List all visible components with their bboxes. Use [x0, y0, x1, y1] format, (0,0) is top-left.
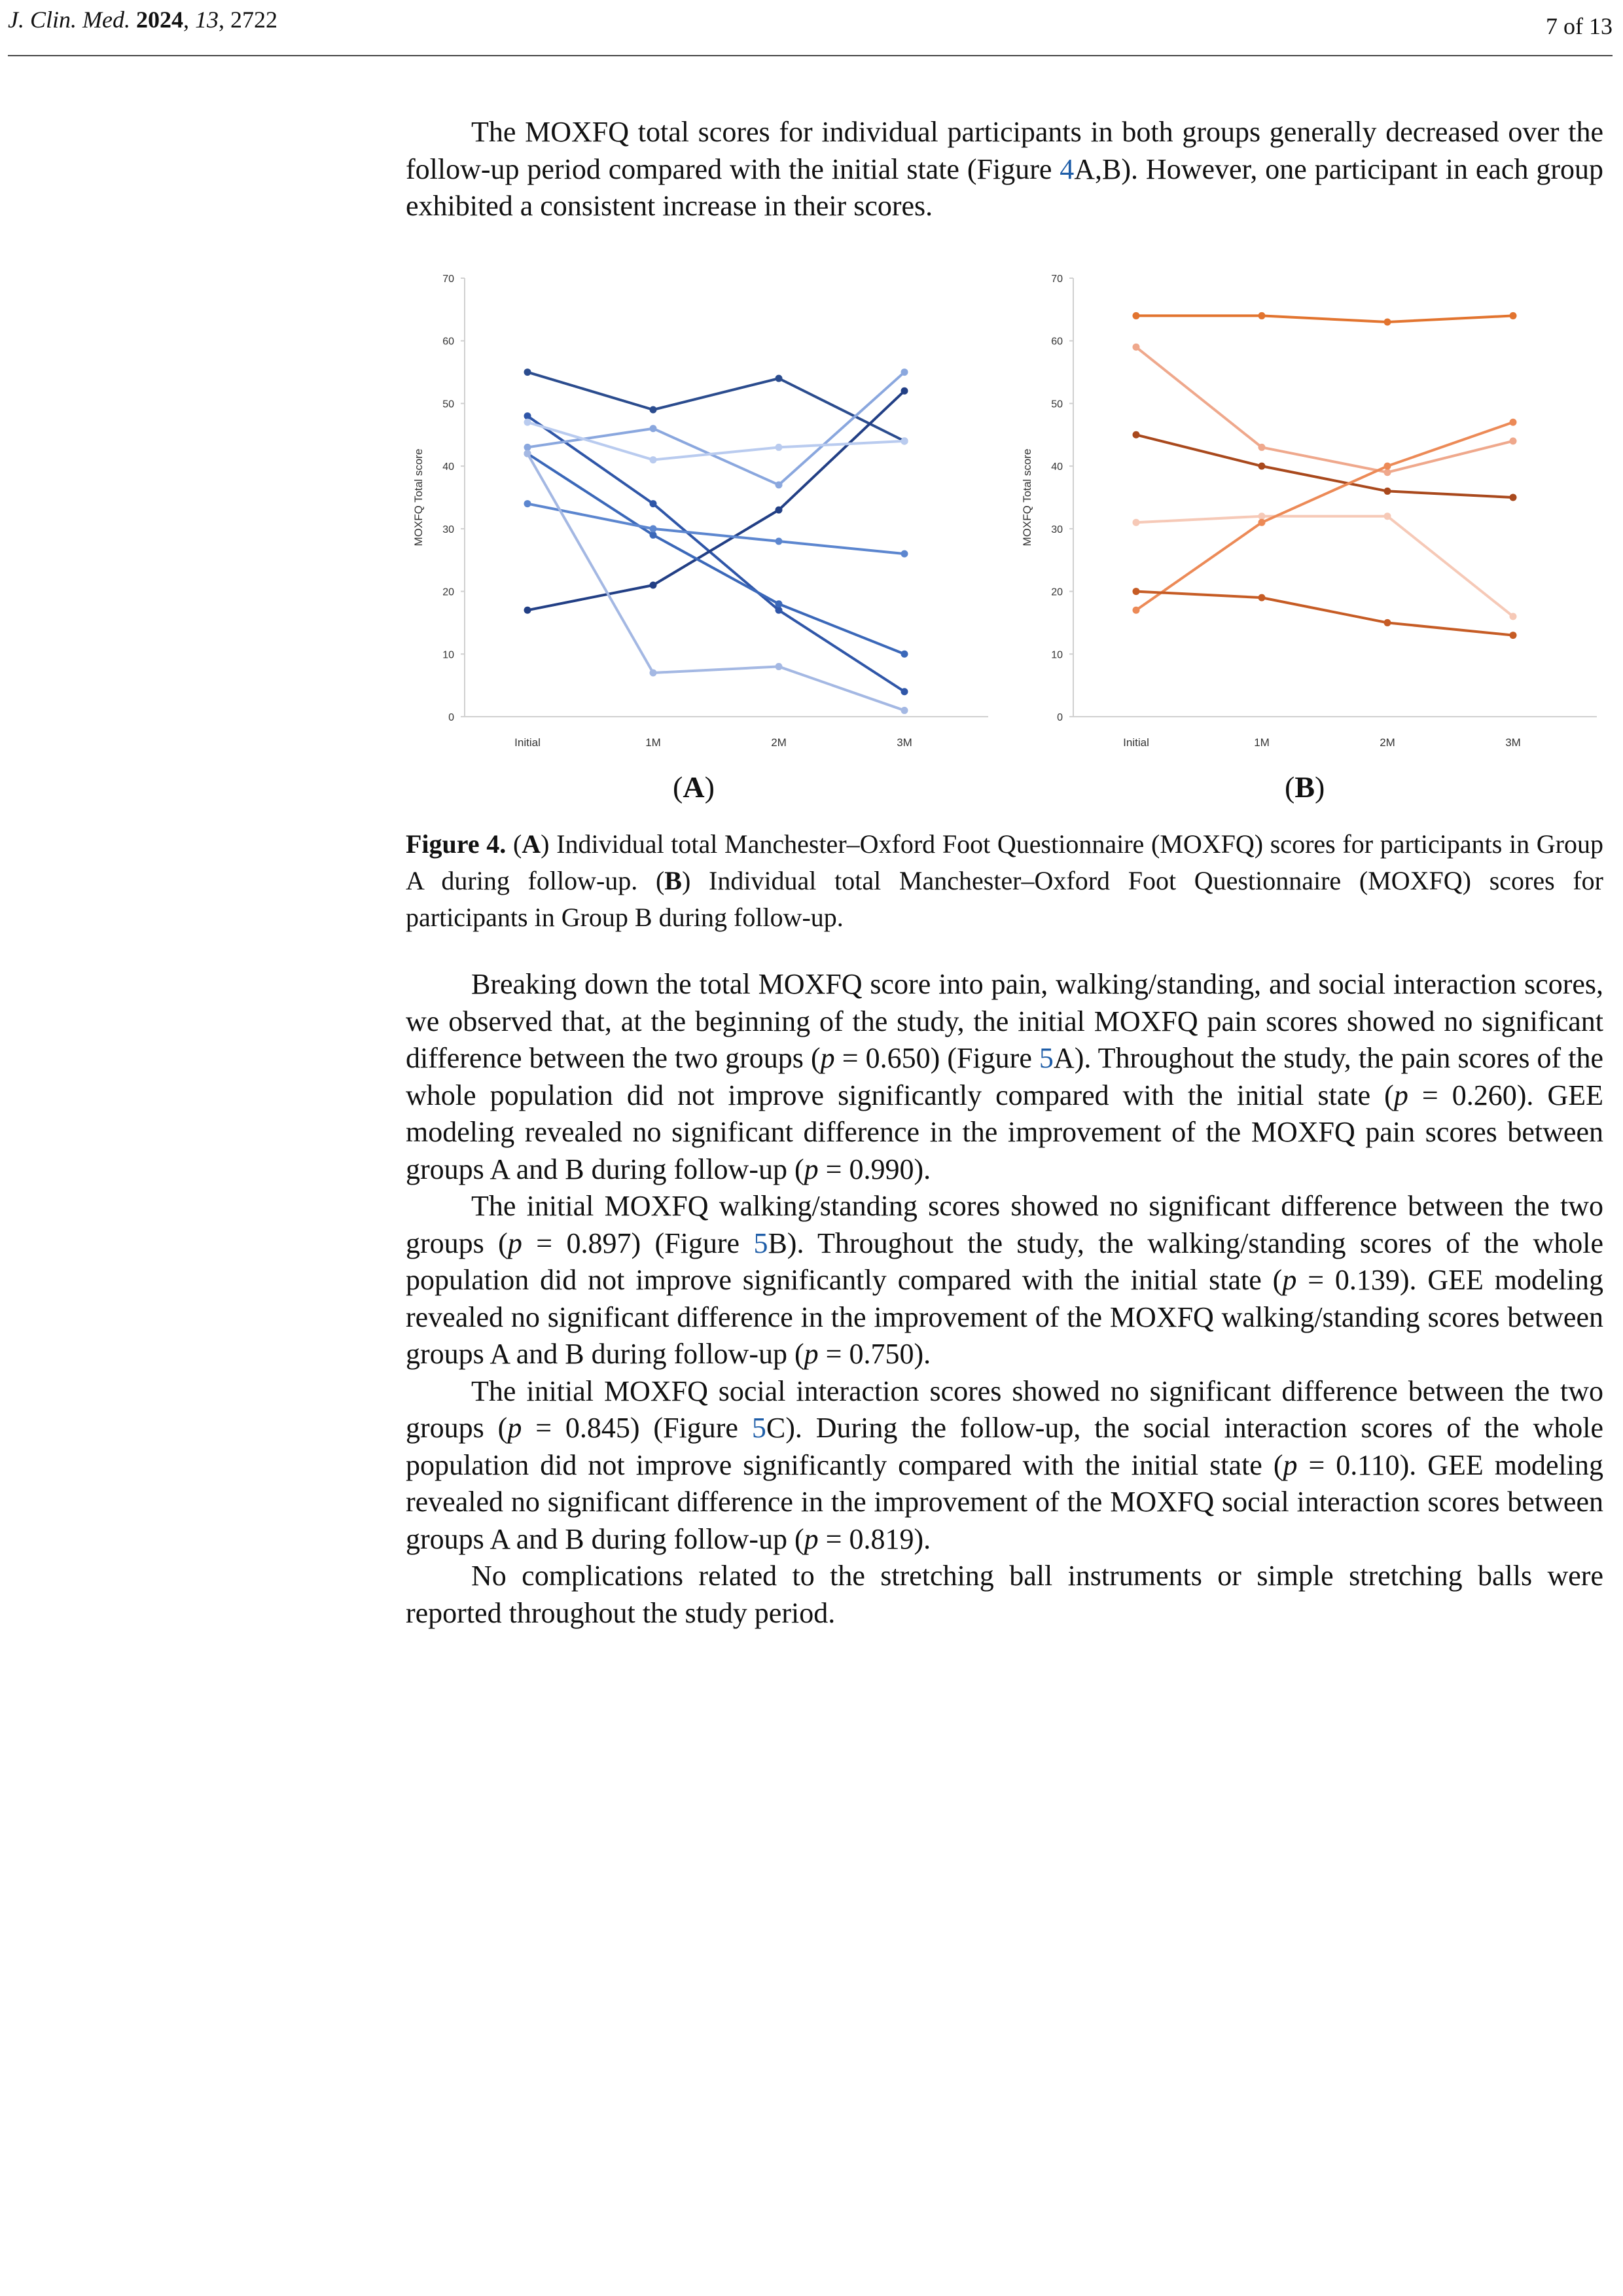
data-point [524, 419, 531, 426]
y-tick-label: 70 [1051, 274, 1063, 285]
pain-paragraph [406, 966, 1603, 1188]
complications-paragraph: No complications related to the stretching ball instruments or simple stretching balls were reported throughout the study period. [406, 1560, 1603, 1629]
x-tick-label: 2M [1380, 736, 1395, 749]
intro-text: The MOXFQ total scores for individual participants in both groups generally decreased over the follow-up period compared with the initial state (Figure [406, 116, 1603, 185]
figure-5a-link[interactable]: 5 [1039, 1042, 1054, 1074]
x-tick-label: Initial [514, 736, 541, 749]
panel-label-b-letter: B [1294, 770, 1315, 804]
pain-text-2: = 0.650) (Figure [834, 1042, 1039, 1074]
data-point [1133, 344, 1140, 351]
social-text-4: = 0.110). GEE modeling revealed no significant difference in the improvement of the MOXFQ social interaction scores between groups A and B during follow-up ( [406, 1448, 1603, 1555]
panel-label-a: (A) [673, 770, 715, 804]
data-point [650, 582, 657, 589]
data-point [1510, 632, 1517, 639]
y-tick-label: 30 [442, 524, 454, 535]
pain-text-4: = 0.260). GEE modeling revealed no significant difference in the improvement of the MOXFQ pain scores between groups A and B during follow-up ( [406, 1079, 1603, 1185]
data-point [524, 444, 531, 451]
data-point [524, 368, 531, 376]
p-symbol: p [1393, 1079, 1408, 1111]
data-point [901, 550, 908, 558]
caption-b-text: ) Individual total Manchester–Oxford Foot Questionnaire (MOXFQ) scores for participants in Group B during follow-up. [406, 866, 1603, 932]
walking-text-5: = 0.750). [818, 1338, 931, 1370]
data-point [1384, 619, 1391, 626]
data-point [901, 707, 908, 714]
series-line-1 [527, 372, 904, 441]
caption-a-label: A [522, 829, 541, 859]
data-point [1510, 312, 1517, 319]
series-line-2 [1136, 347, 1513, 472]
journal-name: J. Clin. Med. [8, 7, 130, 33]
data-point [1258, 594, 1266, 601]
data-point [901, 437, 908, 444]
data-point [901, 651, 908, 658]
data-point [650, 670, 657, 677]
data-point [1510, 494, 1517, 501]
data-point [1133, 588, 1140, 595]
caption-a-text: ) Individual total Manchester–Oxford Foot Questionnaire (MOXFQ) scores for participants in Group A during follow-up. ( [406, 829, 1604, 895]
journal-volume: 13 [194, 7, 219, 33]
data-point [901, 688, 908, 695]
data-point [1510, 613, 1517, 620]
data-point [650, 456, 657, 463]
series-line-4 [1136, 516, 1513, 617]
walking-text-3: B). Throughout the study, the walking/standing scores of the whole population did not improve significantly compared with the initial state ( [406, 1227, 1603, 1296]
figure-caption: Figure 4. (A) Individual total Manchester–Oxford Foot Questionnaire (MOXFQ) scores for participants in Group A during follow-up. (B) Individual total Manchester–Oxford Foot Questionnaire (MOXFQ) scores for participants in Group B during follow-up. [406, 829, 1604, 932]
pain-text-1: Breaking down the total MOXFQ score into pain, walking/standing, and social interaction scores, we observed that, at the beginning of the study, the initial MOXFQ pain scores showed no significant difference between the two groups ( [406, 968, 1603, 1074]
data-point [776, 507, 783, 514]
data-point [776, 607, 783, 614]
figure-label: Figure 4. [406, 829, 507, 859]
y-tick-label: 40 [442, 461, 454, 473]
p-symbol: p [820, 1042, 835, 1074]
data-point [524, 412, 531, 420]
data-point [650, 500, 657, 507]
p-symbol: p [507, 1227, 522, 1259]
caption-b-label: B [664, 866, 682, 895]
chart-a-svg [406, 262, 995, 772]
social-text-5: = 0.819). [818, 1522, 931, 1555]
data-point [901, 387, 908, 395]
data-point [1510, 437, 1517, 444]
y-tick-label: 10 [442, 649, 454, 661]
panel-label-a-letter: A [683, 770, 705, 804]
figure-5b-link[interactable]: 5 [753, 1227, 768, 1259]
data-point [1510, 419, 1517, 426]
data-point [1133, 312, 1140, 319]
data-point [776, 444, 783, 451]
page-header [8, 5, 1613, 56]
social-text-2: = 0.845) (Figure [522, 1412, 752, 1444]
series-line-3 [1136, 435, 1513, 497]
x-tick-label: 1M [1254, 736, 1270, 749]
y-tick-label: 0 [1057, 712, 1063, 723]
article-number: 2722 [230, 7, 277, 33]
x-tick-label: 1M [645, 736, 661, 749]
p-symbol: p [1283, 1448, 1298, 1481]
walking-paragraph [406, 1188, 1603, 1373]
y-tick-label: 10 [1051, 649, 1063, 661]
data-point [524, 450, 531, 457]
figure-4a-chart [406, 262, 995, 772]
data-point [650, 406, 657, 414]
walking-text-1: The initial MOXFQ walking/standing scores showed no significant difference between the two groups ( [406, 1190, 1603, 1259]
data-point [1258, 463, 1266, 470]
data-point [776, 663, 783, 670]
page-number: 7 of 13 [1546, 13, 1613, 39]
figure-4-link[interactable]: 4 [1060, 152, 1075, 185]
social-paragraph [406, 1373, 1603, 1558]
series-line-8 [527, 454, 904, 710]
y-tick-label: 60 [442, 336, 454, 348]
data-point [776, 600, 783, 607]
data-point [776, 481, 783, 488]
social-text-1: The initial MOXFQ social interaction scores showed no significant difference between the two groups ( [406, 1374, 1603, 1444]
x-tick-label: Initial [1123, 736, 1149, 749]
data-point [1133, 519, 1140, 526]
results-text [406, 966, 1603, 1632]
p-symbol: p [804, 1153, 819, 1185]
data-point [1258, 444, 1266, 451]
journal-citation: J. Clin. Med. 2024, 13, 2722 [8, 7, 277, 33]
figure-5c-link[interactable]: 5 [751, 1412, 766, 1444]
y-tick-label: 50 [1051, 399, 1063, 410]
pain-text-5: = 0.990). [818, 1153, 931, 1185]
data-point [1258, 312, 1266, 319]
chart-b-svg [1014, 262, 1603, 772]
y-tick-label: 40 [1051, 461, 1063, 473]
data-point [650, 531, 657, 539]
data-point [1384, 463, 1391, 470]
intro-paragraph [406, 114, 1603, 225]
data-point [1384, 488, 1391, 495]
y-axis-label: MOXFQ Total score [412, 448, 425, 547]
y-tick-label: 70 [442, 274, 454, 285]
p-symbol: p [507, 1412, 522, 1444]
data-point [1384, 469, 1391, 476]
data-point [1384, 512, 1391, 520]
series-line-1 [1136, 315, 1513, 322]
y-tick-label: 50 [442, 399, 454, 410]
data-point [776, 538, 783, 545]
data-point [901, 368, 908, 376]
series-line-6 [1136, 592, 1513, 636]
figure-4b-chart [1014, 262, 1603, 772]
data-point [776, 375, 783, 382]
data-point [1258, 519, 1266, 526]
y-tick-label: 20 [442, 586, 454, 598]
y-tick-label: 20 [1051, 586, 1063, 598]
journal-year: 2024 [135, 7, 183, 33]
data-point [650, 425, 657, 432]
p-symbol: p [804, 1522, 819, 1555]
y-tick-label: 60 [1051, 336, 1063, 348]
walking-text-4: = 0.139). GEE modeling revealed no significant difference in the improvement of the MOXFQ walking/standing scores between groups A and B during follow-up ( [406, 1264, 1604, 1370]
y-axis-label: MOXFQ Total score [1021, 448, 1033, 547]
data-point [1384, 319, 1391, 326]
x-tick-label: 2M [771, 736, 787, 749]
p-symbol: p [1282, 1264, 1297, 1296]
walking-text-2: = 0.897) (Figure [522, 1227, 754, 1259]
pain-text-3: A). Throughout the study, the pain scores of the whole population did not improve significantly compared with the initial state ( [406, 1042, 1603, 1111]
data-point [524, 607, 531, 614]
data-point [1133, 431, 1140, 439]
data-point [1258, 512, 1266, 520]
social-text-3: C). During the follow-up, the social interaction scores of the whole population did not improve significantly compared with the initial state ( [406, 1412, 1603, 1481]
y-tick-label: 0 [448, 712, 454, 723]
data-point [1133, 607, 1140, 614]
panel-label-b: (B) [1285, 770, 1325, 804]
intro-text-end: A,B). However, one participant in each group exhibited a consistent increase in their scores. [406, 152, 1603, 222]
data-point [650, 525, 657, 532]
data-point [524, 500, 531, 507]
x-tick-label: 3M [897, 736, 912, 749]
p-symbol: p [804, 1338, 819, 1370]
x-tick-label: 3M [1505, 736, 1521, 749]
y-tick-label: 30 [1051, 524, 1063, 535]
